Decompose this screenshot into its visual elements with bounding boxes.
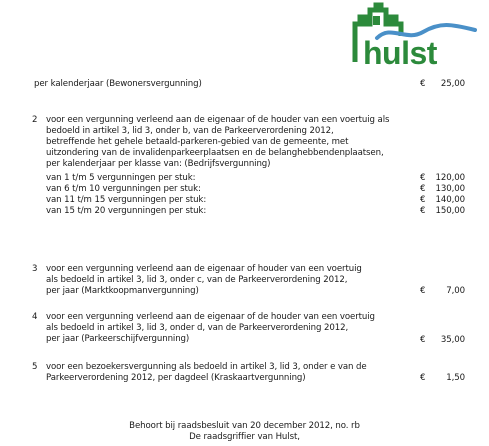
item4-amount: 35,00 [440,335,465,345]
item4-line: als bedoeld in artikel 3, lid 3, onder d, van de Parkeerverordening 2012, [46,323,349,333]
item2-number: 2 [32,115,38,125]
item5-line: voor een bezoekersvergunning als bedoeld in artikel 3, lid 3, onder e van de [46,362,367,372]
item5-currency: € [420,373,426,383]
tier-currency: € [420,206,426,216]
tier-amount: 150,00 [435,206,465,216]
item2-line: bedoeld in artikel 3, lid 3, onder b, van de Parkeerverordening 2012, [46,126,334,136]
footer-line: De raadsgriffier van Hulst, [189,432,300,442]
item4-line: voor een vergunning verleend aan de eigenaar of de houder van een voertuig [46,312,375,322]
item2-line: per kalenderjaar per klasse van: (Bedrijfsvergunning) [46,159,271,169]
item3-line: voor een vergunning verleend aan de eigenaar of houder van een voertuig [46,264,362,274]
item3-line: per jaar (Marktkoopmanvergunning) [46,286,199,296]
tier-amount: 140,00 [435,195,465,205]
hulst-logo [351,2,477,68]
item5-amount: 1,50 [446,373,465,383]
footer-line: Behoort bij raadsbesluit van 20 december 2012, no. rb [129,421,360,431]
item4-currency: € [420,335,426,345]
tier-amount: 120,00 [435,173,465,183]
item2-line: uitzondering van de invalidenparkeerplaatsen en de belanghebbendenplaatsen, [46,148,384,158]
item3-number: 3 [32,264,38,274]
item5-line: Parkeerverordening 2012, per dagdeel (Kraskaartvergunning) [46,373,306,383]
item2-line: betreffende het gehele betaald-parkeren-gebied van de gemeente, met [46,137,349,147]
item3-currency: € [420,286,426,296]
item3-line: als bedoeld in artikel 3, lid 3, onder c, van de Parkeerverordening 2012, [46,275,348,285]
intro-amount: 25,00 [440,79,465,89]
tier-currency: € [420,195,426,205]
tier-label: van 6 t/m 10 vergunningen per stuk: [46,184,201,194]
tier-label: van 15 t/m 20 vergunningen per stuk: [46,206,207,216]
tier-amount: 130,00 [435,184,465,194]
logo-word: hulst [363,35,437,68]
tier-label: van 11 t/m 15 vergunningen per stuk: [46,195,207,205]
item3-amount: 7,00 [446,286,465,296]
item4-line: per jaar (Parkeerschijfvergunning) [46,334,190,344]
tier-currency: € [420,173,426,183]
intro-text: per kalenderjaar (Bewonersvergunning) [34,79,202,89]
tier-currency: € [420,184,426,194]
tier-label: van 1 t/m 5 vergunningen per stuk: [46,173,196,183]
intro-currency: € [420,79,426,89]
item2-line: voor een vergunning verleend aan de eigenaar of de houder van een voertuig als [46,115,390,125]
item5-number: 5 [32,362,38,372]
item4-number: 4 [32,312,38,322]
